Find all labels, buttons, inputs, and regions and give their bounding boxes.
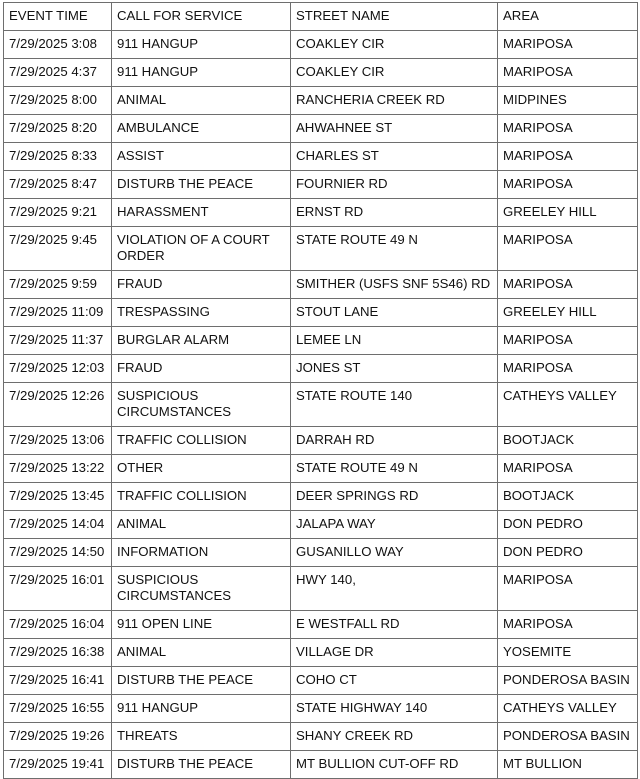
street-name-cell: DARRAH RD: [291, 427, 498, 455]
street-name-cell: HWY 140,: [291, 567, 498, 611]
table-row: [4, 483, 638, 511]
event-time-cell: 7/29/2025 8:20: [4, 115, 112, 143]
table-row: [4, 227, 638, 271]
table-row: [4, 567, 638, 611]
event-time-cell: 7/29/2025 8:47: [4, 171, 112, 199]
area-cell: CATHEYS VALLEY: [498, 383, 638, 427]
area-cell: GREELEY HILL: [498, 199, 638, 227]
call-for-service-cell: 911 HANGUP: [112, 695, 291, 723]
table-row: [4, 695, 638, 723]
street-name-cell: E WESTFALL RD: [291, 611, 498, 639]
call-log-table: [3, 2, 638, 779]
table-row: [4, 31, 638, 59]
table-row: [4, 455, 638, 483]
street-name-cell: FOURNIER RD: [291, 171, 498, 199]
event-time-cell: 7/29/2025 8:00: [4, 87, 112, 115]
area-cell: CATHEYS VALLEY: [498, 695, 638, 723]
street-name-cell: MT BULLION CUT-OFF RD: [291, 751, 498, 779]
call-for-service-cell: DISTURB THE PEACE: [112, 667, 291, 695]
table-row: [4, 383, 638, 427]
event-time-cell: 7/29/2025 3:08: [4, 31, 112, 59]
event-time-cell: 7/29/2025 11:37: [4, 327, 112, 355]
header-row: [4, 3, 638, 31]
street-name-cell: CHARLES ST: [291, 143, 498, 171]
street-name-cell: SHANY CREEK RD: [291, 723, 498, 751]
street-name-cell: AHWAHNEE ST: [291, 115, 498, 143]
street-name-cell: RANCHERIA CREEK RD: [291, 87, 498, 115]
area-cell: BOOTJACK: [498, 483, 638, 511]
street-name-cell: LEMEE LN: [291, 327, 498, 355]
table-row: [4, 667, 638, 695]
call-for-service-cell: TRESPASSING: [112, 299, 291, 327]
area-cell: MARIPOSA: [498, 115, 638, 143]
event-time-cell: 7/29/2025 16:04: [4, 611, 112, 639]
call-for-service-cell: BURGLAR ALARM: [112, 327, 291, 355]
call-for-service-cell: OTHER: [112, 455, 291, 483]
table-row: [4, 611, 638, 639]
street-name-cell: JALAPA WAY: [291, 511, 498, 539]
table-row: [4, 511, 638, 539]
street-name-cell: COAKLEY CIR: [291, 31, 498, 59]
area-cell: MARIPOSA: [498, 143, 638, 171]
event-time-cell: 7/29/2025 14:50: [4, 539, 112, 567]
street-name-cell: DEER SPRINGS RD: [291, 483, 498, 511]
street-name-cell: COHO CT: [291, 667, 498, 695]
event-time-cell: 7/29/2025 16:01: [4, 567, 112, 611]
area-cell: MARIPOSA: [498, 455, 638, 483]
event-time-cell: 7/29/2025 12:26: [4, 383, 112, 427]
table-row: [4, 723, 638, 751]
street-name-cell: SMITHER (USFS SNF 5S46) RD: [291, 271, 498, 299]
area-cell: MARIPOSA: [498, 31, 638, 59]
header-call-for-service: CALL FOR SERVICE: [112, 3, 291, 31]
header-event-time: EVENT TIME: [4, 3, 112, 31]
street-name-cell: STOUT LANE: [291, 299, 498, 327]
event-time-cell: 7/29/2025 19:26: [4, 723, 112, 751]
table-row: [4, 427, 638, 455]
area-cell: MARIPOSA: [498, 355, 638, 383]
table-row: [4, 115, 638, 143]
call-for-service-cell: ANIMAL: [112, 511, 291, 539]
table-row: [4, 59, 638, 87]
call-for-service-cell: 911 OPEN LINE: [112, 611, 291, 639]
call-for-service-cell: 911 HANGUP: [112, 59, 291, 87]
call-for-service-cell: TRAFFIC COLLISION: [112, 483, 291, 511]
table-row: [4, 171, 638, 199]
call-for-service-cell: ANIMAL: [112, 639, 291, 667]
area-cell: BOOTJACK: [498, 427, 638, 455]
area-cell: MARIPOSA: [498, 171, 638, 199]
event-time-cell: 7/29/2025 16:55: [4, 695, 112, 723]
street-name-cell: STATE ROUTE 49 N: [291, 227, 498, 271]
table-row: [4, 355, 638, 383]
header-street-name: STREET NAME: [291, 3, 498, 31]
street-name-cell: JONES ST: [291, 355, 498, 383]
area-cell: MT BULLION: [498, 751, 638, 779]
call-for-service-cell: 911 HANGUP: [112, 31, 291, 59]
event-time-cell: 7/29/2025 9:45: [4, 227, 112, 271]
call-for-service-cell: INFORMATION: [112, 539, 291, 567]
call-for-service-cell: THREATS: [112, 723, 291, 751]
call-for-service-cell: HARASSMENT: [112, 199, 291, 227]
area-cell: MARIPOSA: [498, 227, 638, 271]
area-cell: MIDPINES: [498, 87, 638, 115]
area-cell: MARIPOSA: [498, 271, 638, 299]
table-row: [4, 299, 638, 327]
call-for-service-cell: TRAFFIC COLLISION: [112, 427, 291, 455]
event-time-cell: 7/29/2025 11:09: [4, 299, 112, 327]
area-cell: PONDEROSA BASIN: [498, 723, 638, 751]
event-time-cell: 7/29/2025 12:03: [4, 355, 112, 383]
table-row: [4, 199, 638, 227]
area-cell: MARIPOSA: [498, 567, 638, 611]
event-time-cell: 7/29/2025 19:41: [4, 751, 112, 779]
street-name-cell: GUSANILLO WAY: [291, 539, 498, 567]
street-name-cell: STATE ROUTE 140: [291, 383, 498, 427]
area-cell: MARIPOSA: [498, 59, 638, 87]
event-time-cell: 7/29/2025 16:41: [4, 667, 112, 695]
table-row: [4, 639, 638, 667]
area-cell: MARIPOSA: [498, 327, 638, 355]
event-time-cell: 7/29/2025 14:04: [4, 511, 112, 539]
call-for-service-cell: ASSIST: [112, 143, 291, 171]
street-name-cell: STATE ROUTE 49 N: [291, 455, 498, 483]
area-cell: MARIPOSA: [498, 611, 638, 639]
call-for-service-cell: DISTURB THE PEACE: [112, 171, 291, 199]
call-for-service-cell: FRAUD: [112, 355, 291, 383]
call-for-service-cell: DISTURB THE PEACE: [112, 751, 291, 779]
street-name-cell: STATE HIGHWAY 140: [291, 695, 498, 723]
table-row: [4, 87, 638, 115]
call-for-service-cell: AMBULANCE: [112, 115, 291, 143]
area-cell: GREELEY HILL: [498, 299, 638, 327]
call-for-service-cell: SUSPICIOUS CIRCUMSTANCES: [112, 567, 291, 611]
header-area: AREA: [498, 3, 638, 31]
event-time-cell: 7/29/2025 9:59: [4, 271, 112, 299]
event-time-cell: 7/29/2025 9:21: [4, 199, 112, 227]
call-for-service-cell: VIOLATION OF A COURT ORDER: [112, 227, 291, 271]
table-row: [4, 539, 638, 567]
event-time-cell: 7/29/2025 4:37: [4, 59, 112, 87]
event-time-cell: 7/29/2025 13:06: [4, 427, 112, 455]
area-cell: DON PEDRO: [498, 539, 638, 567]
table-row: [4, 271, 638, 299]
table-row: [4, 751, 638, 779]
street-name-cell: ERNST RD: [291, 199, 498, 227]
table-row: [4, 327, 638, 355]
call-for-service-cell: SUSPICIOUS CIRCUMSTANCES: [112, 383, 291, 427]
event-time-cell: 7/29/2025 16:38: [4, 639, 112, 667]
area-cell: PONDEROSA BASIN: [498, 667, 638, 695]
table-row: [4, 143, 638, 171]
street-name-cell: COAKLEY CIR: [291, 59, 498, 87]
area-cell: YOSEMITE: [498, 639, 638, 667]
street-name-cell: VILLAGE DR: [291, 639, 498, 667]
event-time-cell: 7/29/2025 8:33: [4, 143, 112, 171]
event-time-cell: 7/29/2025 13:45: [4, 483, 112, 511]
call-for-service-cell: ANIMAL: [112, 87, 291, 115]
event-time-cell: 7/29/2025 13:22: [4, 455, 112, 483]
call-for-service-cell: FRAUD: [112, 271, 291, 299]
area-cell: DON PEDRO: [498, 511, 638, 539]
